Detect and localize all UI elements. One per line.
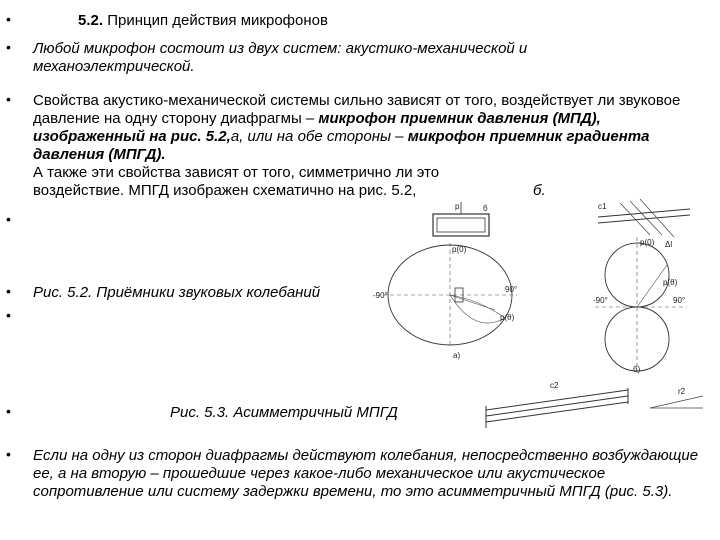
page-title	[78, 12, 328, 30]
label-c1-53: c2	[550, 381, 559, 390]
bullet: •	[6, 39, 11, 55]
heading-text: Принцип действия микрофонов	[103, 12, 328, 29]
bullet: •	[6, 307, 11, 323]
label-angle-right: 90°	[505, 285, 518, 294]
p2-part-d: или на обе стороны –	[243, 128, 408, 145]
label-b-bottom: б)	[633, 365, 641, 374]
figure-caption-5-3: Рис. 5.3. Асимметричный МПГД	[170, 404, 398, 421]
bullet: •	[6, 91, 11, 107]
bullet: •	[6, 403, 11, 419]
paragraph-asymmetric: Если на одну из сторон диафрагмы действуют колебания, непосредственно возбуждающие ее, а на вторую – прошедшие через какое-либо механическое или акустическое сопротивление или систему задержки времени, то это асимметричный МПГД (рис. 5.3).	[33, 447, 699, 500]
bullet: •	[6, 11, 11, 27]
label-delta: Δl	[665, 240, 673, 249]
label-b-ptheta: p(θ)	[663, 278, 678, 287]
paragraph-systems: Любой микрофон состоит из двух систем: акустико-механической и механоэлектрической.	[33, 40, 528, 75]
label-r2: r2	[678, 387, 686, 396]
label-angle-left: -90°	[373, 291, 388, 300]
heading-number: 5.2.	[78, 12, 104, 29]
figure-caption-5-2: Рис. 5.2. Приёмники звуковых колебаний	[33, 284, 321, 301]
figure-polar-omni	[355, 240, 520, 365]
figure-asymmetric-mpgd	[478, 378, 708, 433]
label-c1: c1	[598, 202, 607, 211]
bullet: •	[6, 211, 11, 227]
label-a: а)	[453, 351, 461, 360]
bullet: •	[6, 446, 11, 462]
p2-part-b: микрофон приемник давления (МПД), изображенный на рис. 5.2,	[33, 110, 601, 145]
p2-part-c: а,	[230, 128, 244, 145]
label-b-angle-right: 90°	[673, 296, 686, 305]
label-p-theta: р(θ)	[500, 313, 515, 322]
figure-pressure-receiver-box	[425, 200, 505, 245]
figure-polar-figure-eight	[595, 235, 705, 375]
bullet: •	[6, 283, 11, 299]
paragraph-properties	[33, 92, 683, 200]
label-b-p0: p(0)	[640, 238, 655, 247]
label-p0: р(0)	[452, 245, 467, 254]
p2-part-f: А также эти свойства зависят от того, симметрично ли это воздействие. МПГД изображен схематично на рис. 5.2,	[33, 164, 440, 199]
p2-part-a: Свойства акустико-механической системы сильно зависят от того, воздействует ли звуковое давление на одну сторону диафрагмы –	[33, 92, 681, 127]
label-p: p	[455, 202, 460, 211]
label-b: б	[483, 204, 488, 213]
p2-part-g: б.	[533, 182, 546, 199]
p2-part-e: микрофон приемник градиента давления (МПГД).	[33, 128, 650, 163]
label-b-angle-left: -90°	[593, 296, 608, 305]
